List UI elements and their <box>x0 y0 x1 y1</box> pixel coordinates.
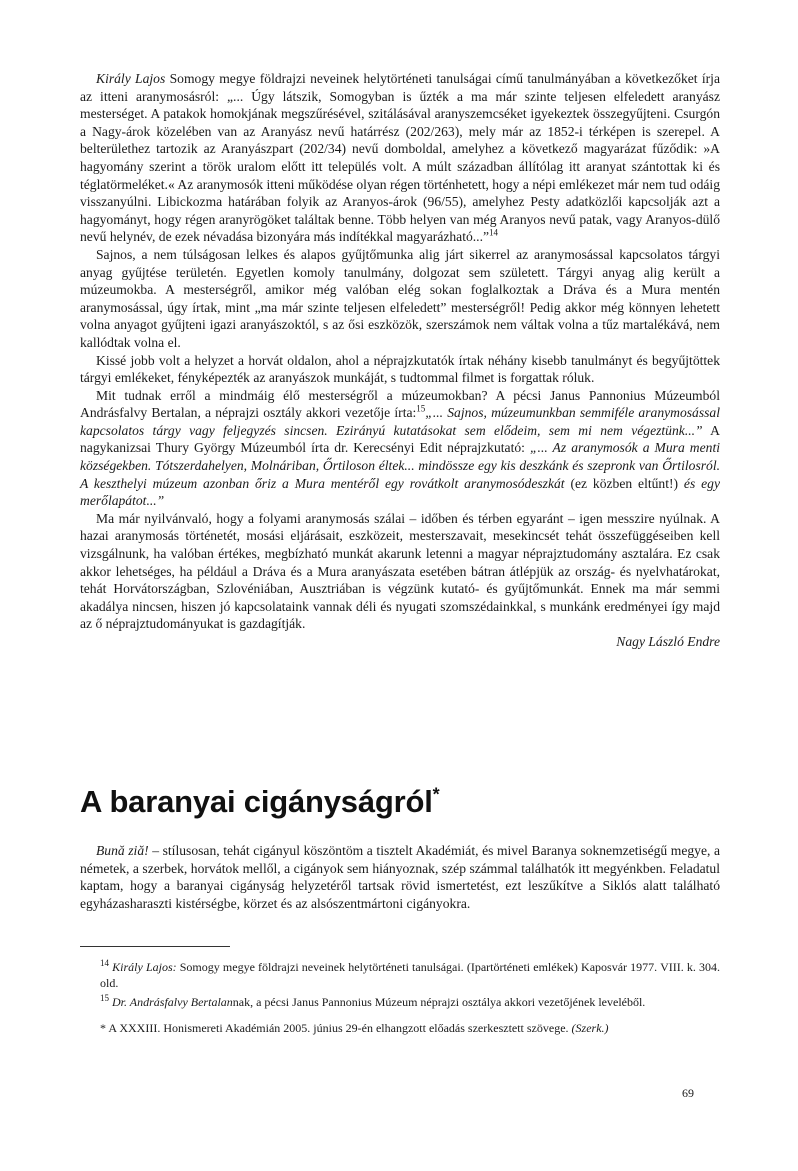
page-number: 69 <box>682 1086 694 1100</box>
paragraph-5: Ma már nyilvánvaló, hogy a folyami aranymosás szálai – időben és térben egyaránt – igen messzire nyúlnak. A hazai aranymosás történetét, mosási eljárásait, eszközeit, mesterszavait, mesekincsét tehát összefüggéseiben kell vizsgálnunk, ha valóban értékes, megbízható munkát akarunk letenni a magyar néprajztudomány asztalára. Ez csak akkor lehetséges, ha például a Dráva és a Mura aranyászata esetében bátran átlépjük az ország- és nyelvhatárokat, tehát Horvátországban, Szlovéniában, Ausztriában is végzünk kutató- és gyűjtőmunkát. Ennek ma már semmi akadálya nincsen, hiszen jó kapcsolataink vannak déli és nyugati szomszédainkkal, s munkánk eredményei így majd az ő néprajztudományukat is gazdagítják. <box>80 510 720 632</box>
paragraph-text: Somogy megye földrajzi neveinek helytörténeti tanulságai című tanulmányában a következőket írja az itteni aranymosásról: „... Úgy látszik, Somogyban is űzték a ma már szinte teljesen elfeledett aranyász mesterséget. A patakok homokjának megszűrésével, szitálásával aranyszemcséket igyekeztek összegyűjteni. Csurgón a Nagy-árok közelében van az Aranyász nevű határrész (202/263), mely már az 1852-i térképen is szerepel. A belterülethez tartozik az Aranyászpart (202/34) nevű domboldal, amelyhez a következő magyarázat fűződik: »A hagyomány szerint a török uralom előtt itt település volt. A múlt században állítólag itt aranyat szántottak ki és téglatörmeléket.« Az aranymosók itteni működése olyan régen történhetett, hogy a népi emlékezet már nem tud odáig visszanyúlni. Libickozma határában folyik az Aranyos-árok (96/55), amelyhez Pesty adatközlői kapcsolják azt a hagyományt, hogy régen aranyrögöket találtak benne. Több helyen van még Aranyos nevű patak, vagy Aranyos-dülő nevű helynév, de ezek névadása bizonyára más indítékkal magyarázható...” <box>80 71 720 245</box>
footnote-14 <box>100 960 720 991</box>
author-signature: Nagy László Endre <box>616 634 720 649</box>
section-title-text: A baranyai cigányságról <box>80 784 433 819</box>
paragraph-text: (ez közben eltűnt!) <box>564 475 684 491</box>
title-footnote-mark[interactable]: * <box>432 784 440 805</box>
footnote-editor: (Szerk.) <box>571 1020 609 1035</box>
footnote-text: A XXXIII. Honismereti Akadémián 2005. június 29-én elhangzott előadás szerkesztett szövege. <box>106 1020 572 1035</box>
paragraph-4 <box>80 387 720 510</box>
paragraph-text: Mit tudnak erről a mindmáig élő mesterségről a múzeumokban? A pécsi Janus Pannonius Múzeumból Andrásfalvy Bertalan, a néprajzi osztály akkori vezetője írta: <box>80 387 720 421</box>
quote-italic: „... Sajnos, múzeumunkban semmiféle aranymosással kapcsolatos tárgy vagy feljegyzés sincsen. Ezirányú kutatásokat sem elődeim, sem mi nem végeztünk...” <box>80 405 720 438</box>
quote-italic: „... Az aranymosók a Mura menti községekben. Tótszerdahelyen, Molnáriban, Őrtiloson éltek... mindössze egy kis deszkánk és szepronk van Őrtilosról. A keszthelyi múzeum azonban őriz a Mura mentéről egy rovátkolt aranymosódeszkát <box>80 440 721 491</box>
footnote-author: Dr. Andrásfalvy Bertalan <box>112 995 233 1010</box>
section-body <box>80 842 720 912</box>
footnote-text: nak, a pécsi Janus Pannonius Múzeum néprajzi osztálya akkori vezetőjének leveléből. <box>232 995 646 1010</box>
article-body <box>80 70 720 651</box>
footnote-text: Somogy megye földrajzi neveinek helytörténeti tanulságai. (Ipartörténeti emlékek) Kaposvár 1977. VIII. k. 304. old. <box>100 960 720 990</box>
paragraph-text: A nagykanizsai Thury György Múzeumból írta dr. Kerecsényi Edit néprajzkutató: <box>80 422 720 456</box>
quote-italic: és egy merőlapátot...” <box>80 475 720 509</box>
footnote-15 <box>100 995 720 1011</box>
footnote-star <box>100 1021 720 1037</box>
paragraph-text: – stílusosan, tehát cigányul köszöntöm a tisztelt Akadémiát, és mivel Baranya soknemzetiségű megye, a németek, a szerbek, horvátok mellől, a cigányok sem hiányoznak, szép számmal találhatók itt megyénkben. Feladatul kaptam, hogy a baranyai cigányság helyzetéről tartsak rövid ismertetést, ezt leszűkítve a Siklós alatt található egyházasharaszti kistérségbe, körzet és az alsószentmártoni cigányokra. <box>80 843 721 911</box>
author-name: Király Lajos <box>96 71 166 86</box>
footnote-number: 15 <box>100 993 109 1004</box>
footnote-number: 14 <box>100 958 109 968</box>
footnote-divider <box>80 946 230 947</box>
paragraph-2: Sajnos, a nem túlságosan lelkes és alapos gyűjtőmunka alig járt sikerrel az aranymosással kapcsolatos tárgyi anyag gyűjtése területén. Egyetlen komoly tanulmány, dolgozat sem született. Tárgyi anyag alig került a múzeumokba. A mesterségről, amikor még valóban elég sokan foglalkoztak a Dráva és a Mura mentén aranymosással, úgy írtak, mint „ma már szinte teljesen elfeledett” mesterségről! Pedig akkor még könnyen lehetett volna anyagot gyűjteni igazi aranyászoktól, s az ősi eszközök, szerszámok nem váltak volna a tűz martalékává, nem kallódtak volna el. <box>80 246 720 350</box>
paragraph-3: Kissé jobb volt a helyzet a horvát oldalon, ahol a néprajzkutatók írtak néhány kisebb tanulmányt és begyűjtöttek tárgyi emlékeket, fényképezték az aranyászok munkáját, s tudtommal filmet is forgattak róluk. <box>80 352 720 386</box>
footnote-ref-14[interactable]: 14 <box>489 227 499 238</box>
greeting-italic: Bună ziă! <box>96 843 149 858</box>
footnote-author: Király Lajos: <box>112 960 177 974</box>
section-paragraph-1 <box>80 842 720 912</box>
paragraph-1 <box>80 70 720 246</box>
footnote-ref-15[interactable]: 15 <box>416 403 426 414</box>
footnote-mark: * <box>100 1020 106 1035</box>
section-title <box>80 784 439 820</box>
footnotes <box>80 960 720 1040</box>
